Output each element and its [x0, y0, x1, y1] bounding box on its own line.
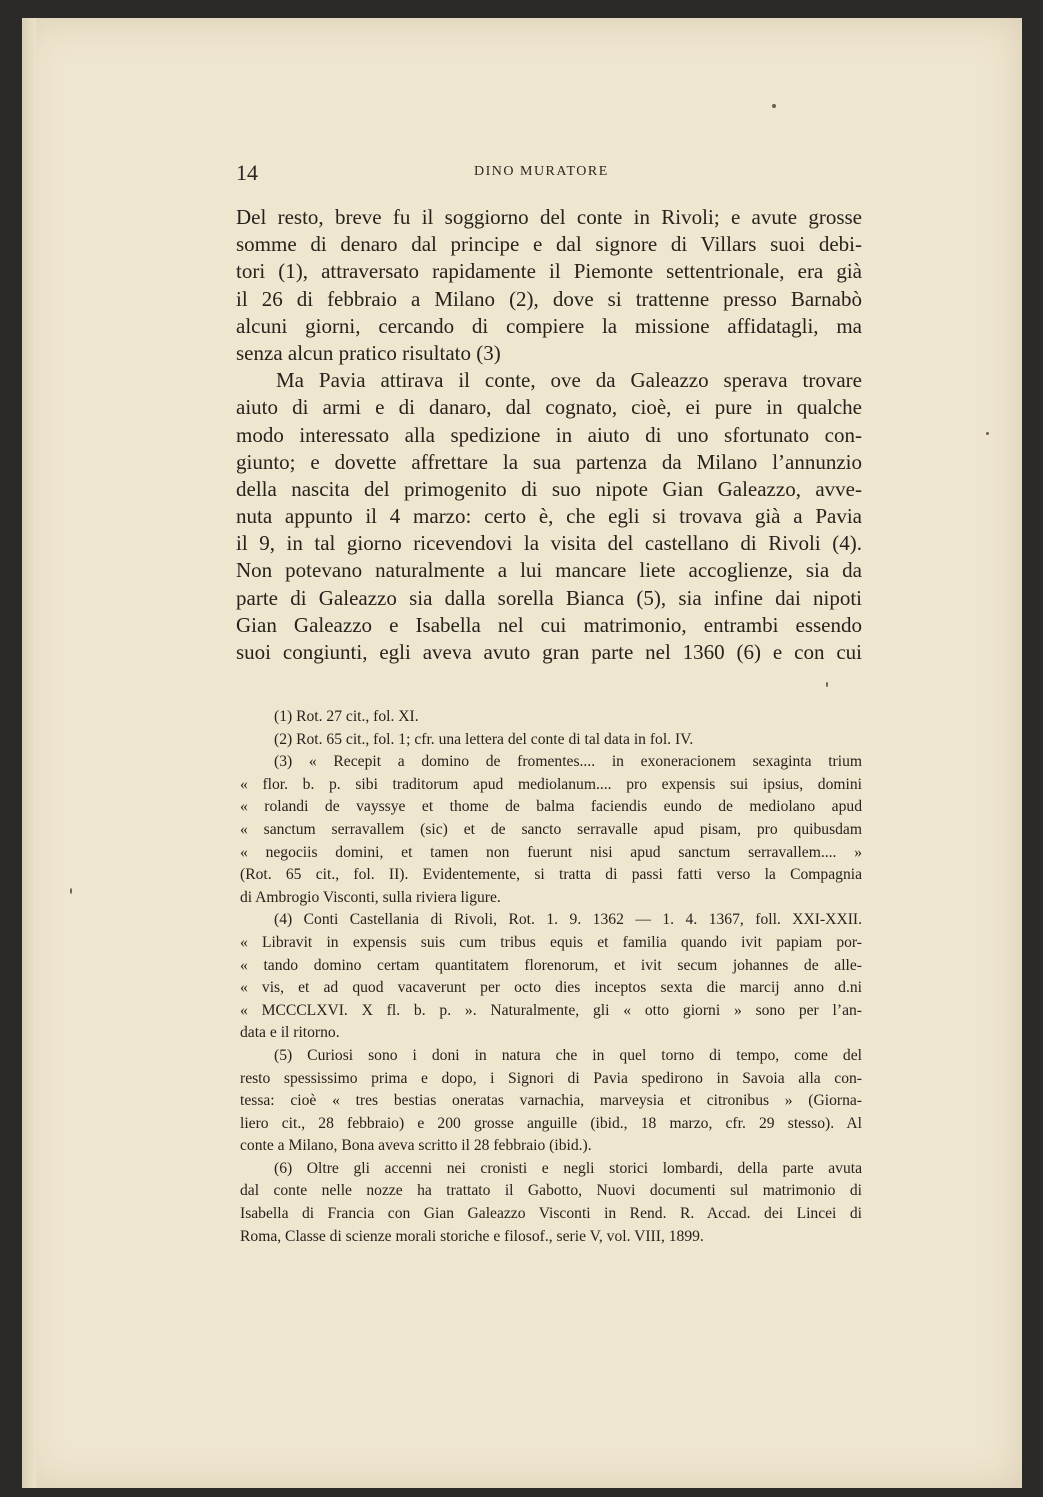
footnote-line: (4) Conti Castellania di Rivoli, Rot. 1. 9. 1362 — 1. 4. 1367, foll. XXI-XXII.: [274, 911, 862, 929]
footnote-line: Roma, Classe di scienze morali storiche e filosof., serie V, vol. VIII, 1899.: [240, 1227, 704, 1245]
body-line: parte di Galeazzo sia dalla sorella Bianca (5), sia infine dai nipoti: [236, 585, 862, 610]
footnote-line: resto spessissimo prima e dopo, i Signori di Pavia spedirono in Savoia alla con-: [240, 1069, 862, 1087]
footnote-line: « negociis domini, et tamen non fuerunt nisi apud sanctum serravallem.... »: [240, 843, 862, 861]
body-line: somme di denaro dal principe e dal signore di Villars suoi debi-: [236, 232, 862, 257]
body-line: Non potevano naturalmente a lui mancare liete accoglienze, sia da: [236, 558, 862, 583]
body-line: suoi congiunti, egli aveva avuto gran parte nel 1360 (6) e con cui: [236, 640, 862, 664]
footnote-line: (6) Oltre gli accenni nei cronisti e negli storici lombardi, della parte avuta: [274, 1159, 862, 1177]
footnote-line: « flor. b. p. sibi traditorum apud mediolanum.... pro expensis sui ipsius, domini: [240, 775, 862, 793]
body-line: modo interessato alla spedizione in aiuto di uno sfortunato con-: [236, 422, 862, 447]
footnote-line: conte a Milano, Bona aveva scritto il 28 febbraio (ibid.).: [240, 1137, 592, 1155]
footnote-line: (Rot. 65 cit., fol. II). Evidentemente, si tratta di passi fatti verso la Compagnia: [240, 866, 862, 884]
footnote-line: (5) Curiosi sono i doni in natura che in quel torno di tempo, come del: [274, 1046, 862, 1064]
body-line: Ma Pavia attirava il conte, ove da Galeazzo sperava trovare: [276, 368, 862, 393]
running-head: DINO MURATORE: [474, 164, 609, 179]
footnote-line: « vis, et ad quod vacaverunt per octo dies inceptos sexta die marcij anno d.ni: [240, 979, 862, 997]
footnote-line: « sanctum serravallem (sic) et de sancto serravalle apud pisam, pro quibusdam: [240, 820, 862, 838]
page-number: 14: [236, 160, 258, 185]
body-line: il 9, in tal giorno ricevendovi la visita del castellano di Rivoli (4).: [236, 531, 862, 556]
footnote-line: dal conte nelle nozze ha trattato il Gabotto, Nuovi documenti sul matrimonio di: [240, 1182, 862, 1200]
body-line: giunto; e dovette affrettare la sua partenza da Milano l’annunzio: [236, 449, 862, 474]
body-line: Gian Galeazzo e Isabella nel cui matrimonio, entrambi essendo: [236, 612, 862, 637]
footnote-line: Isabella di Francia con Gian Galeazzo Visconti in Rend. R. Accad. dei Lincei di: [240, 1205, 862, 1223]
footnotes: [240, 706, 862, 1248]
body-line: Del resto, breve fu il soggiorno del conte in Rivoli; e avute grosse: [236, 205, 862, 229]
page-binding-edge: [22, 18, 36, 1488]
body-line: nuta appunto il 4 marzo: certo è, che egli si trovava già a Pavia: [236, 504, 862, 529]
paper-speck: [826, 682, 828, 687]
footnote-line: di Ambrogio Visconti, sulla riviera ligure.: [240, 888, 501, 906]
footnote-line: (3) « Recepit a domino de fromentes.... in exoneracionem sexaginta trium: [274, 753, 862, 771]
footnote-line: « rolandi de vayssye et thome de balma faciendis eundo de mediolano apud: [240, 798, 862, 816]
main-text: [236, 204, 862, 666]
paper-speck: [986, 432, 989, 435]
page-header: [236, 160, 862, 188]
body-line: tori (1), attraversato rapidamente il Piemonte settentrionale, era già: [236, 259, 862, 284]
paper-speck: [772, 104, 776, 108]
footnote-line: « tando domino certam quantitatem florenorum, et ivit secum johannes de alle-: [240, 956, 862, 974]
footnote-line: data e il ritorno.: [240, 1024, 340, 1042]
body-line: aiuto di armi e di danaro, dal cognato, cioè, ei pure in qualche: [236, 395, 862, 420]
footnote-line: tessa: cioè « tres bestias oneratas varnachia, marveysia et citronibus » (Giorna-: [240, 1092, 862, 1110]
body-line: senza alcun pratico risultato (3): [236, 340, 501, 365]
paper-speck: [70, 888, 72, 894]
body-line: della nascita del primogenito di suo nipote Gian Galeazzo, avve-: [236, 476, 862, 501]
footnote-line: « MCCCLXVI. X fl. b. p. ». Naturalmente, gli « otto giorni » sono per l’an-: [240, 1001, 862, 1019]
footnote-line: liero cit., 28 febbraio) e 200 grosse anguille (ibid., 18 marzo, cfr. 29 stesso). Al: [240, 1114, 862, 1132]
body-line: alcuni giorni, cercando di compiere la missione affidatagli, ma: [236, 313, 862, 338]
footnote-line: « Libravit in expensis suis cum tribus equis et familia quando ivit papiam por-: [240, 933, 862, 951]
body-line: il 26 di febbraio a Milano (2), dove si trattenne presso Barnabò: [236, 286, 862, 311]
footnote-line: (1) Rot. 27 cit., fol. XI.: [274, 708, 419, 725]
footnote-line: (2) Rot. 65 cit., fol. 1; cfr. una lettera del conte di tal data in fol. IV.: [274, 730, 694, 748]
